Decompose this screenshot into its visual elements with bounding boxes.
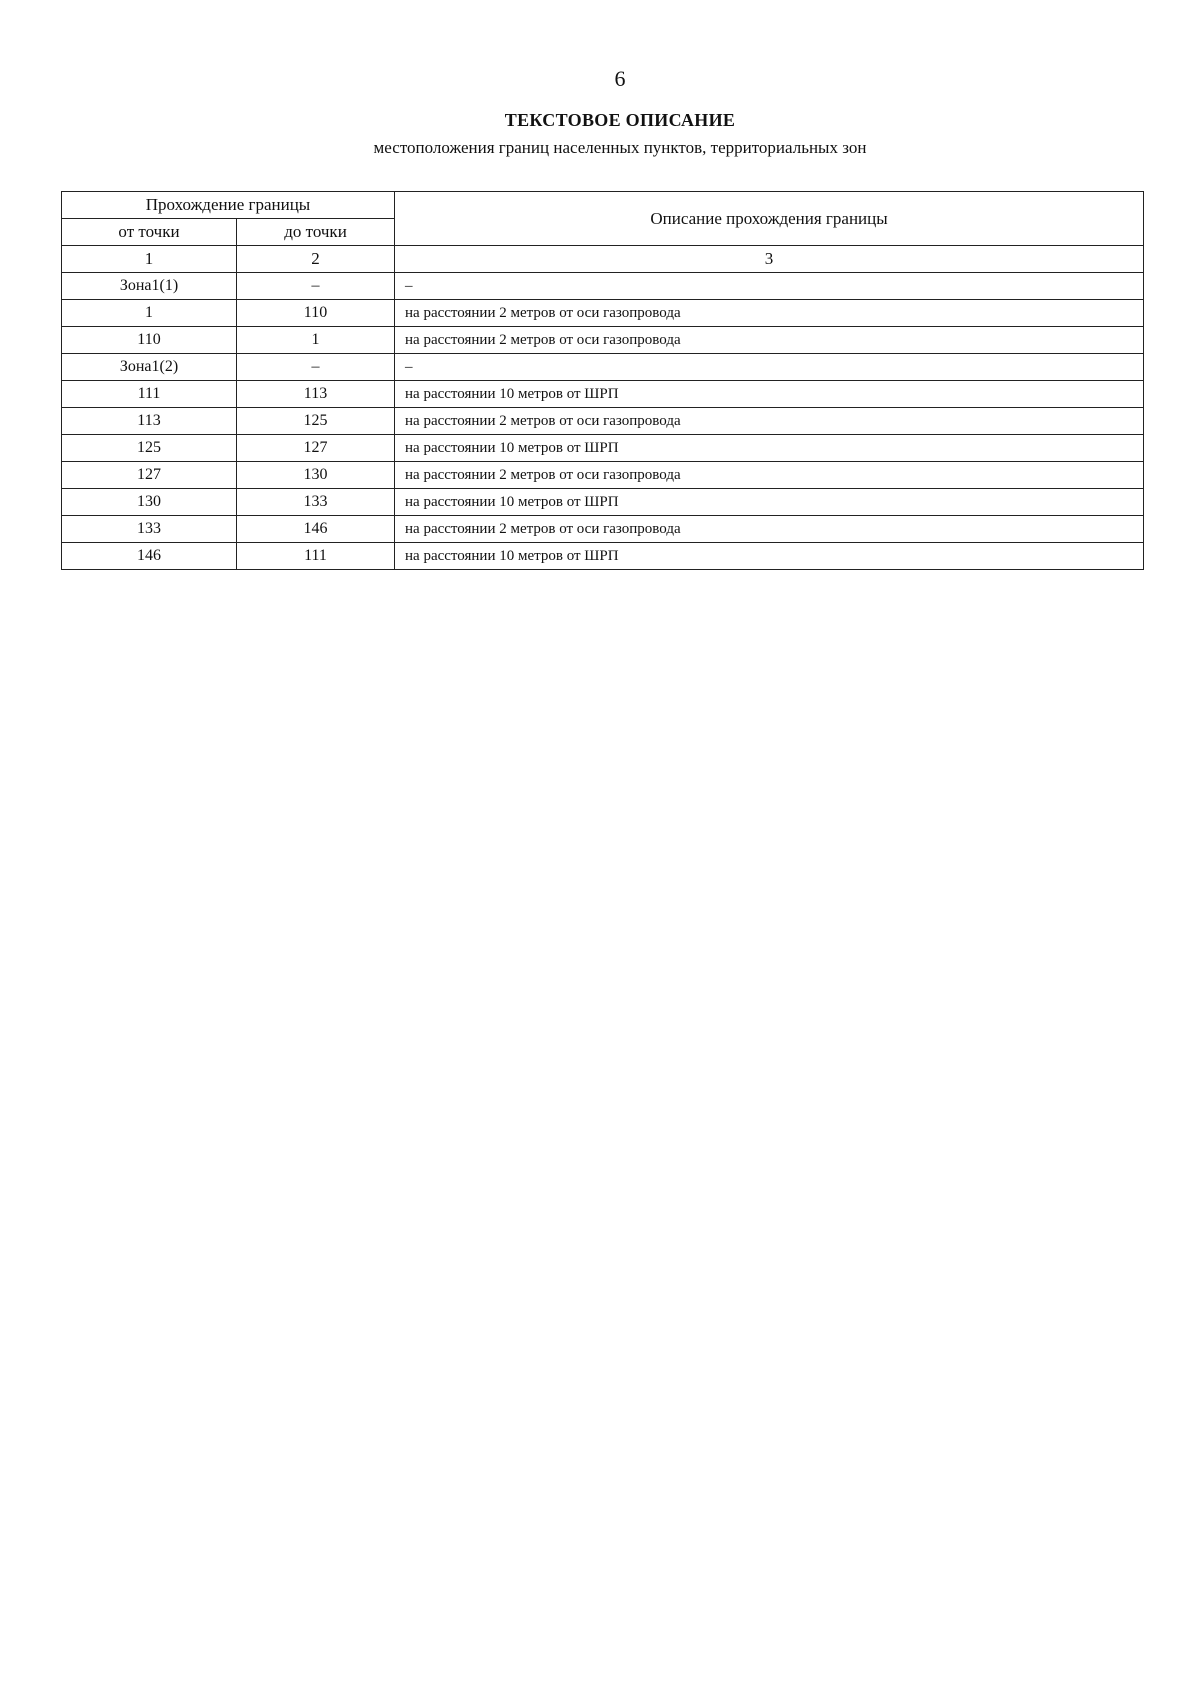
column-number-3: 3	[395, 246, 1144, 273]
table-row	[62, 516, 1144, 543]
cell-to-point: 133	[237, 489, 395, 516]
cell-from-point: 1	[62, 300, 237, 327]
table-row	[62, 543, 1144, 570]
table-row	[62, 462, 1144, 489]
boundary-description-table	[61, 191, 1144, 570]
cell-to-point: 111	[237, 543, 395, 570]
cell-description: на расстоянии 10 метров от ШРП	[395, 543, 1144, 570]
cell-from-point: 110	[62, 327, 237, 354]
table-row	[62, 408, 1144, 435]
cell-description: на расстоянии 2 метров от оси газопровода	[395, 516, 1144, 543]
cell-to-point: 110	[237, 300, 395, 327]
cell-to-point: 130	[237, 462, 395, 489]
header-boundary-passage: Прохождение границы	[62, 192, 395, 219]
cell-from-point: 125	[62, 435, 237, 462]
document-subtitle: местоположения границ населенных пунктов, территориальных зон	[373, 138, 867, 157]
cell-from-point: 111	[62, 381, 237, 408]
column-number-1: 1	[62, 246, 237, 273]
table-row	[62, 381, 1144, 408]
cell-to-point: 127	[237, 435, 395, 462]
cell-to-point: –	[237, 273, 395, 300]
cell-from-point: 146	[62, 543, 237, 570]
cell-description: на расстоянии 10 метров от ШРП	[395, 489, 1144, 516]
cell-description: на расстоянии 2 метров от оси газопровода	[395, 462, 1144, 489]
cell-description: на расстоянии 2 метров от оси газопровода	[395, 408, 1144, 435]
cell-from-point: 127	[62, 462, 237, 489]
table-row	[62, 354, 1144, 381]
cell-to-point: 146	[237, 516, 395, 543]
table-row	[62, 300, 1144, 327]
cell-description: на расстоянии 2 метров от оси газопровода	[395, 327, 1144, 354]
header-row-numbers	[62, 246, 1144, 273]
table-row	[62, 327, 1144, 354]
page-number: 6	[614, 66, 626, 91]
cell-from-point: 133	[62, 516, 237, 543]
cell-to-point: 113	[237, 381, 395, 408]
header-from-point: от точки	[62, 219, 237, 246]
cell-description: на расстоянии 10 метров от ШРП	[395, 435, 1144, 462]
cell-description: на расстоянии 2 метров от оси газопровода	[395, 300, 1144, 327]
cell-description: –	[395, 273, 1144, 300]
header-boundary-description: Описание прохождения границы	[395, 192, 1144, 246]
cell-to-point: 125	[237, 408, 395, 435]
cell-to-point: 1	[237, 327, 395, 354]
header-row-group	[62, 192, 1144, 219]
table-row	[62, 489, 1144, 516]
cell-description: –	[395, 354, 1144, 381]
header-to-point: до точки	[237, 219, 395, 246]
cell-from-point: 113	[62, 408, 237, 435]
cell-from-point: Зона1(1)	[62, 273, 237, 300]
column-number-2: 2	[237, 246, 395, 273]
cell-from-point: Зона1(2)	[62, 354, 237, 381]
cell-description: на расстоянии 10 метров от ШРП	[395, 381, 1144, 408]
table-row	[62, 273, 1144, 300]
table-row	[62, 435, 1144, 462]
document-title: ТЕКСТОВОЕ ОПИСАНИЕ	[504, 110, 736, 130]
cell-to-point: –	[237, 354, 395, 381]
cell-from-point: 130	[62, 489, 237, 516]
